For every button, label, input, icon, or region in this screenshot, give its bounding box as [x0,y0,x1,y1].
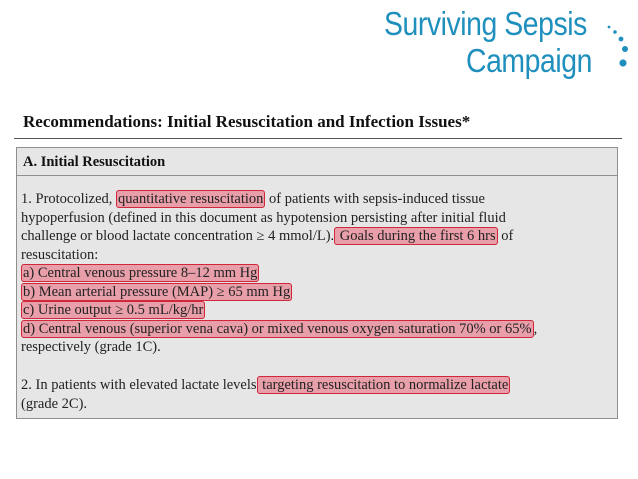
list-item [21,264,615,283]
highlight-goals-first-6-hrs: Goals during the first 6 hrs [336,228,496,244]
list-item [21,283,615,302]
text-run: challenge or blood lactate concentration ≥ 4 mmol/L). [21,228,335,244]
list-item [21,301,615,320]
text-line: (grade 2C). [21,395,88,412]
text-run: 1. Protocolized, [21,191,117,207]
heading-divider [14,138,622,139]
logo-dots-icon [604,24,630,76]
recommendation-1 [21,190,615,357]
recommendation-panel [16,147,618,419]
text-line [21,190,615,209]
highlight-svo2-goal: d) Central venous (superior vena cava) or mixed venous oxygen saturation 70% or 65% [23,320,532,337]
list-item [21,320,615,339]
text-line: respectively (grade 1C). [21,339,161,355]
page-title: Recommendations: Initial Resuscitation and Infection Issues* [23,112,471,131]
text-run: , [533,320,538,337]
panel-divider [17,175,617,176]
text-line: hypoperfusion (defined in this document as hypotension persisting after initial fluid [21,209,506,226]
highlight-quantitative-resuscitation: quantitative resuscitation [118,191,264,207]
text-run: 2. In patients with elevated lactate levels [21,377,257,393]
surviving-sepsis-logo [378,6,630,84]
logo-text-line2: Campaign [466,42,592,79]
text-run: of patients with sepsis-induced tissue [265,191,485,207]
recommendation-2 [21,376,615,413]
text-line [21,227,615,246]
highlight-map-goal: b) Mean arterial pressure (MAP) ≥ 65 mm Hg [23,283,291,300]
highlight-normalize-lactate: targeting resuscitation to normalize lactate [258,377,509,393]
highlight-cvp-goal: a) Central venous pressure 8–12 mm Hg [23,265,258,281]
text-line [21,376,615,395]
section-title: A. Initial Resuscitation [23,154,166,170]
logo-text-line1: Surviving Sepsis [384,5,587,42]
text-line: resuscitation: [21,246,99,263]
highlight-urine-output-goal: c) Urine output ≥ 0.5 mL/kg/hr [23,302,204,318]
text-run: of [497,228,514,244]
